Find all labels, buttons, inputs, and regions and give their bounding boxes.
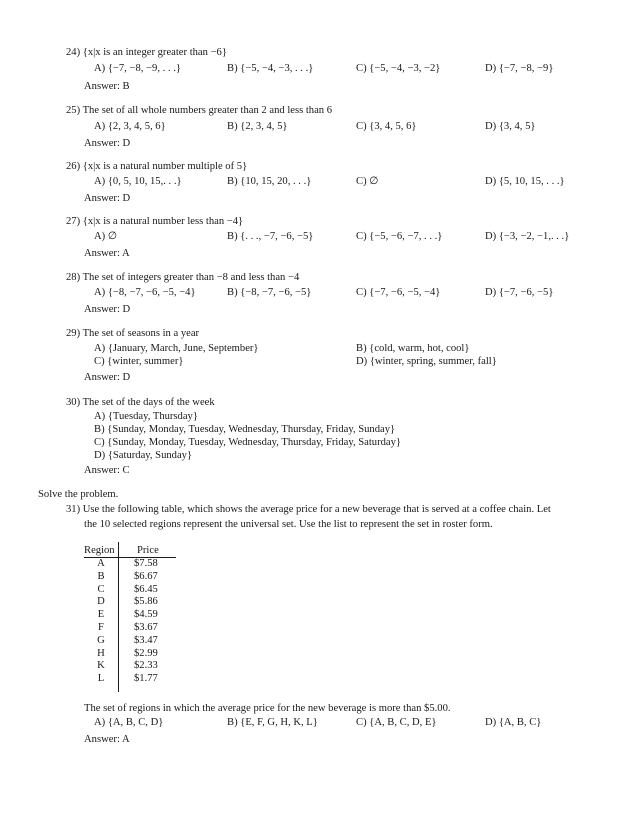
- option: C) {3, 4, 5, 6}: [356, 121, 417, 132]
- table-row: [86, 557, 176, 570]
- table-row: [86, 647, 176, 660]
- question-stem-continued: the 10 selected regions represent the universal set. Use the list to represent the set in roster form.: [84, 519, 493, 530]
- section-heading: Solve the problem.: [38, 489, 119, 500]
- table-header-region: Region: [84, 545, 115, 556]
- option: C) {A, B, C, D, E}: [356, 717, 437, 728]
- price-cell: $5.86: [134, 596, 158, 608]
- answer: Answer: D: [84, 193, 131, 204]
- option: B) {Sunday, Monday, Tuesday, Wednesday, Thursday, Friday, Sunday}: [94, 424, 396, 435]
- option: D) {Saturday, Sunday}: [94, 450, 193, 461]
- option: A) {January, March, June, September}: [94, 343, 259, 354]
- table-row: [86, 583, 176, 596]
- region-cell: F: [98, 622, 104, 633]
- region-cell: B: [97, 570, 105, 582]
- option: B) {E, F, G, H, K, L}: [227, 717, 318, 728]
- question-stem: 27) {x|x is a natural number less than −4}: [66, 216, 244, 227]
- option: A) {Tuesday, Thursday}: [94, 411, 198, 422]
- price-cell: $3.67: [134, 622, 158, 633]
- option: B) {10, 15, 20, . . .}: [227, 176, 312, 187]
- option: D) {−3, −2, −1,. . .}: [485, 231, 570, 242]
- price-cell: $2.33: [134, 660, 158, 672]
- region-cell: K: [97, 660, 105, 672]
- price-cell: $1.77: [134, 673, 158, 685]
- region-cell: L: [97, 673, 105, 685]
- option: C) {−7, −6, −5, −4}: [356, 287, 441, 298]
- answer: Answer: A: [84, 248, 130, 259]
- option: D) {−7, −8, −9}: [485, 63, 554, 74]
- table-row: [86, 659, 176, 672]
- option: C) ∅: [356, 176, 379, 187]
- option: B) {cold, warm, hot, cool}: [356, 343, 470, 354]
- option: D) {5, 10, 15, . . .}: [485, 176, 565, 187]
- option: A) {−8, −7, −6, −5, −4}: [94, 287, 196, 298]
- question-stem: 26) {x|x is a natural number multiple of 5}: [66, 161, 248, 172]
- price-cell: $3.47: [134, 634, 158, 646]
- option: A) {−7, −8, −9, . . .}: [94, 63, 181, 74]
- option: A) {2, 3, 4, 5, 6}: [94, 121, 166, 132]
- option: C) {Sunday, Monday, Tuesday, Wednesday, Thursday, Friday, Saturday}: [94, 437, 401, 448]
- region-cell: H: [97, 647, 105, 659]
- option: B) {. . ., −7, −6, −5}: [227, 231, 314, 242]
- option: B) {−5, −4, −3, . . .}: [227, 63, 314, 74]
- region-cell: G: [97, 634, 105, 646]
- table-row: [86, 570, 176, 583]
- answer: Answer: D: [84, 138, 131, 149]
- answer: Answer: C: [84, 465, 130, 476]
- table-row: [86, 634, 176, 647]
- option: D) {A, B, C}: [485, 717, 542, 728]
- table-row: [86, 621, 176, 634]
- question-stem: 28) The set of integers greater than −8 and less than −4: [66, 272, 300, 283]
- option: C) {−5, −4, −3, −2}: [356, 63, 441, 74]
- question-stem: 29) The set of seasons in a year: [66, 328, 200, 339]
- table-row: [86, 595, 176, 608]
- option: C) {−5, −6, −7, . . .}: [356, 231, 443, 242]
- answer: Answer: A: [84, 734, 130, 745]
- region-cell: D: [97, 596, 105, 608]
- option: A) ∅: [94, 231, 118, 242]
- question-prompt: The set of regions in which the average price for the new beverage is more than $5.00.: [84, 703, 451, 714]
- option: B) {−8, −7, −6, −5}: [227, 287, 312, 298]
- region-cell: A: [97, 558, 105, 569]
- option: A) {0, 5, 10, 15,. . .}: [94, 176, 182, 187]
- region-cell: E: [97, 609, 105, 621]
- option: A) {A, B, C, D}: [94, 717, 164, 728]
- question-stem: 25) The set of all whole numbers greater than 2 and less than 6: [66, 105, 333, 116]
- option: B) {2, 3, 4, 5}: [227, 121, 288, 132]
- option: D) {winter, spring, summer, fall}: [356, 356, 497, 367]
- price-cell: $7.58: [134, 558, 158, 569]
- question-stem: 31) Use the following table, which shows the average price for a new beverage that is served at a coffee chain. Let: [66, 504, 551, 515]
- question-stem: 30) The set of the days of the week: [66, 397, 215, 408]
- answer: Answer: B: [84, 81, 130, 92]
- option: D) {−7, −6, −5}: [485, 287, 554, 298]
- price-cell: $2.99: [134, 647, 158, 659]
- region-cell: C: [97, 583, 105, 595]
- option: C) {winter, summer}: [94, 356, 184, 367]
- question-stem: 24) {x|x is an integer greater than −6}: [66, 47, 227, 58]
- price-cell: $6.67: [134, 570, 158, 582]
- option: D) {3, 4, 5}: [485, 121, 536, 132]
- answer: Answer: D: [84, 372, 131, 383]
- price-cell: $4.59: [134, 609, 158, 621]
- table-header-price: Price: [137, 545, 159, 556]
- answer: Answer: D: [84, 304, 131, 315]
- table-row: [86, 672, 176, 685]
- table-row: [86, 608, 176, 621]
- price-cell: $6.45: [134, 583, 158, 595]
